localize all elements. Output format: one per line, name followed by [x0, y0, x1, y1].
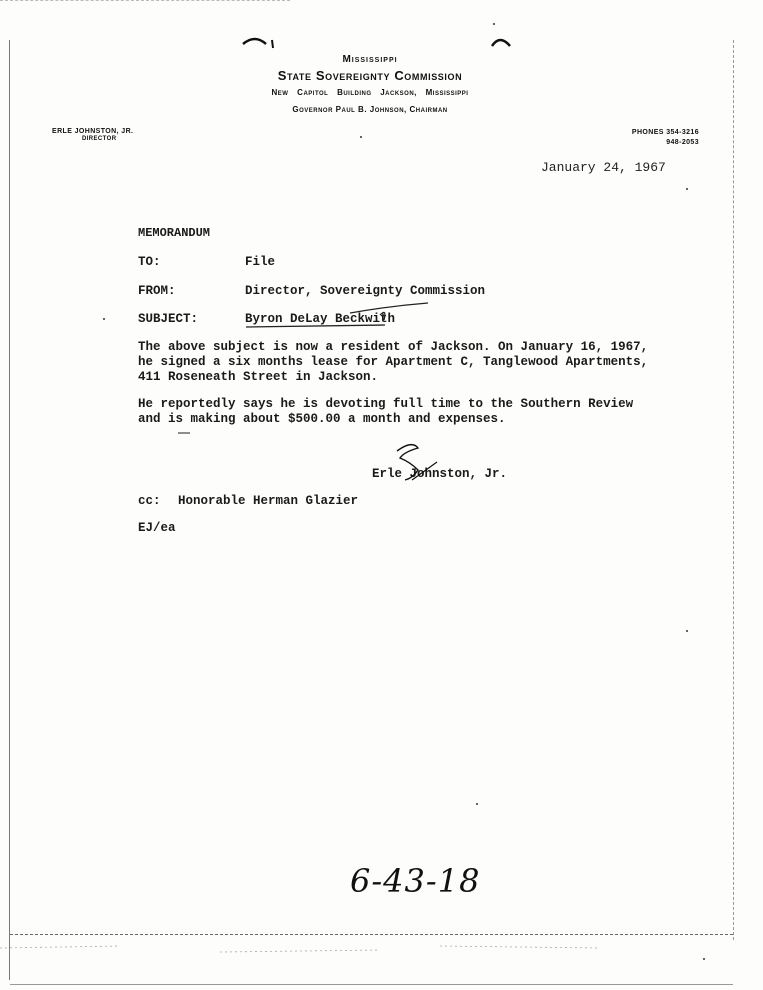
letterhead-governor: Governor Paul B. Johnson, Chairman	[292, 105, 448, 114]
letterhead-address: New Capitol Building Jackson, Mississippi	[271, 88, 469, 97]
corner-mark-right	[492, 40, 510, 46]
signature-scrawl	[397, 445, 418, 480]
memo-title: MEMORANDUM	[138, 226, 211, 240]
letterhead-state: Mississippi	[342, 54, 398, 65]
corner-mark-tick	[272, 40, 273, 48]
cc-value: Honorable Herman Glazier	[178, 494, 359, 508]
subject-flourish	[350, 303, 428, 313]
director-title: DIRECTOR	[82, 136, 117, 142]
body-line: The above subject is now a resident of Jackson. On January 16, 1967,	[138, 340, 649, 354]
from-value: Director, Sovereignty Commission	[245, 284, 486, 298]
body-line: 411 Roseneath Street in Jackson.	[138, 370, 379, 384]
letterhead-commission: State Sovereignty Commission	[277, 68, 463, 83]
handwritten-file-number: 6-43-18	[350, 862, 481, 900]
scan-noise	[0, 946, 600, 952]
signature-name: Erle Johnston, Jr.	[372, 467, 508, 481]
phones-line2: 948-2053	[666, 139, 699, 146]
subject-label: SUBJECT:	[138, 312, 199, 326]
phones-line1: PHONES 354-3216	[631, 129, 699, 136]
typist-initials: EJ/ea	[138, 521, 176, 535]
signature-stroke	[412, 462, 437, 480]
to-value: File	[245, 255, 276, 269]
subject-flourish-loop	[380, 312, 385, 320]
from-label: FROM:	[138, 284, 176, 298]
director-name: ERLE JOHNSTON, JR.	[52, 128, 134, 135]
subject-value: Byron DeLay Beckwith	[245, 312, 396, 326]
to-label: TO:	[138, 255, 161, 269]
letter-date: January 24, 1967	[541, 160, 666, 175]
body-line: He reportedly says he is devoting full time to the Southern Review	[138, 397, 634, 411]
cc-label: cc:	[138, 494, 161, 508]
body-line: he signed a six months lease for Apartment C, Tanglewood Apartments,	[138, 355, 649, 369]
corner-mark-left	[243, 39, 266, 44]
body-line: and is making about $500.00 a month and expenses.	[138, 412, 506, 426]
subject-underline	[246, 325, 385, 327]
